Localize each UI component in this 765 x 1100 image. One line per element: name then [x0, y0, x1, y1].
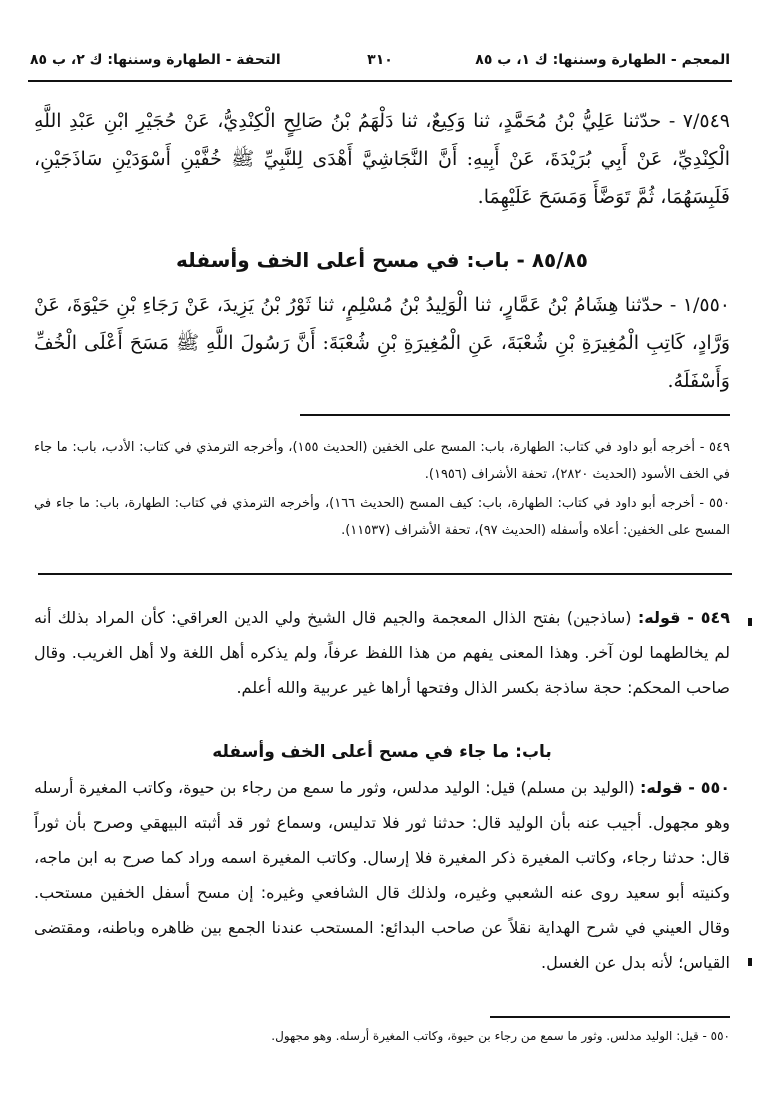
- running-header: [30, 52, 730, 74]
- page-number: ٣١٠: [367, 52, 393, 68]
- header-right-title: المعجم - الطهارة وسننها: ك ١، ب ٨٥: [475, 52, 730, 68]
- commentary-549-text: (ساذجين) بفتح الذال المعجمة والجيم قال الشيخ ولي الدين العراقي: كأن المراد بذلك أنه لم يخالطهما لون آخر. وهذا المعنى يفهم من هذا اللفظ عرفاً، ولم يذكره أهل اللغة ولا أهل الغريب. وقال صاحب المحكم: حجة ساذجة بكسر الذال وفتحها أراها غير عربية والله أعلم.: [34, 608, 730, 697]
- margin-mark-top: [748, 618, 752, 626]
- commentary-550-text: (الوليد بن مسلم) قيل: الوليد مدلس، وثور ما سمع من رجاء بن حيوة، وكاتب المغيرة أرسله وهو مجهول. أجيب عنه بأن الوليد قال: حدثنا ثور فلا تدليس، وسماع ثور قد أثبته البيهقي وصرح بأن ثوراً قال: حدثنا رجاء، وكاتب المغيرة ذكر المغيرة فلا إرسال. وكاتب المغيرة اسمه وراد كما صرح به ابن ماجه، وكنيته أبو سعيد روى عنه الشعبي وغيره، ولذلك قال الشافعي وغيره: إن مسح أسفل الخفين مستحب. وقال العيني في شرح الهداية نقلاً عن صاحب البدائع: المستحب عندنا الجمع بين ظاهره وباطنه، ومقتضى القياس؛ لأنه بدل عن الغسل.: [34, 778, 730, 972]
- hadith-549: ٧/٥٤٩ - حدّثنا عَلِيُّ بْنُ مُحَمَّدٍ، ثنا وَكِيعٌ، ثنا دَلْهَمُ بْنُ صَالِحٍ الْكِنْدِيُّ، عَنْ حُجَيْرِ ابْنِ عَبْدِ اللَّهِ الْكِنْدِيِّ، عَنْ أَبِي بُرَيْدَةَ، عَنْ أَبِيهِ: أَنَّ النَّجَاشِيَّ أَهْدَى لِلنَّبِيِّ ﷺ خُفَّيْنِ أَسْوَدَيْنِ سَاذَجَيْنِ، فَلَبِسَهُمَا، ثُمَّ تَوَضَّأَ وَمَسَحَ عَلَيْهِمَا.: [34, 110, 730, 208]
- footnote-separator: [300, 414, 730, 416]
- margin-mark-bottom: [748, 958, 752, 966]
- commentary-549: [34, 600, 730, 705]
- commentary-550: [34, 770, 730, 980]
- commentary-separator: [38, 573, 732, 575]
- commentary-chapter-heading: باب: ما جاء في مسح أعلى الخف وأسفله: [212, 742, 552, 762]
- header-rule: [28, 80, 732, 82]
- header-left-title: التحفة - الطهارة وسننها: ك ٢، ب ٨٥: [30, 52, 281, 68]
- commentary-550-label: ٥٥٠ - قوله:: [639, 778, 731, 797]
- footnote-549: ٥٤٩ - أخرجه أبو داود في كتاب: الطهارة، باب: المسح على الخفين (الحديث ١٥٥)، وأخرجه الترمذي في كتاب: الأدب، باب: ما جاء في الخف الأسود (الحديث ٢٨٢٠)، تحفة الأشراف (١٩٥٦).: [34, 440, 730, 482]
- hadith-550: ١/٥٥٠ - حدّثنا هِشَامُ بْنُ عَمَّارٍ، ثنا الْوَلِيدُ بْنُ مُسْلِمٍ، ثنا ثَوْرُ بْنُ يَزِيدَ، عَنْ رَجَاءِ بْنِ حَيْوَةَ، عَنْ وَرَّادٍ، كَاتِبِ الْمُغِيرَةِ بْنِ شُعْبَةَ، عَنِ الْمُغِيرَةِ بْنِ شُعْبَةَ: أَنَّ رَسُولَ اللَّهِ ﷺ مَسَحَ أَعْلَى الْخُفِّ وَأَسْفَلَهُ.: [34, 294, 730, 392]
- footnote-550: ٥٥٠ - أخرجه أبو داود في كتاب: الطهارة، باب: كيف المسح (الحديث ١٦٦)، وأخرجه الترمذي في كتاب: الطهارة، باب: ما جاء في المسح على الخفين: أعلاه وأسفله (الحديث ٩٧)، تحفة الأشراف (١١٥٣٧).: [34, 496, 730, 538]
- chapter-heading: ٨٥/٨٥ - باب: في مسح أعلى الخف وأسفله: [176, 248, 588, 272]
- bottom-footnote-separator: [490, 1016, 730, 1018]
- bottom-footnote: ٥٥٠ - قيل: الوليد مدلس. وثور ما سمع من رجاء بن حيوة، وكاتب المغيرة أرسله. وهو مجهول.: [271, 1029, 730, 1043]
- commentary-549-label: ٥٤٩ - قوله:: [637, 608, 731, 627]
